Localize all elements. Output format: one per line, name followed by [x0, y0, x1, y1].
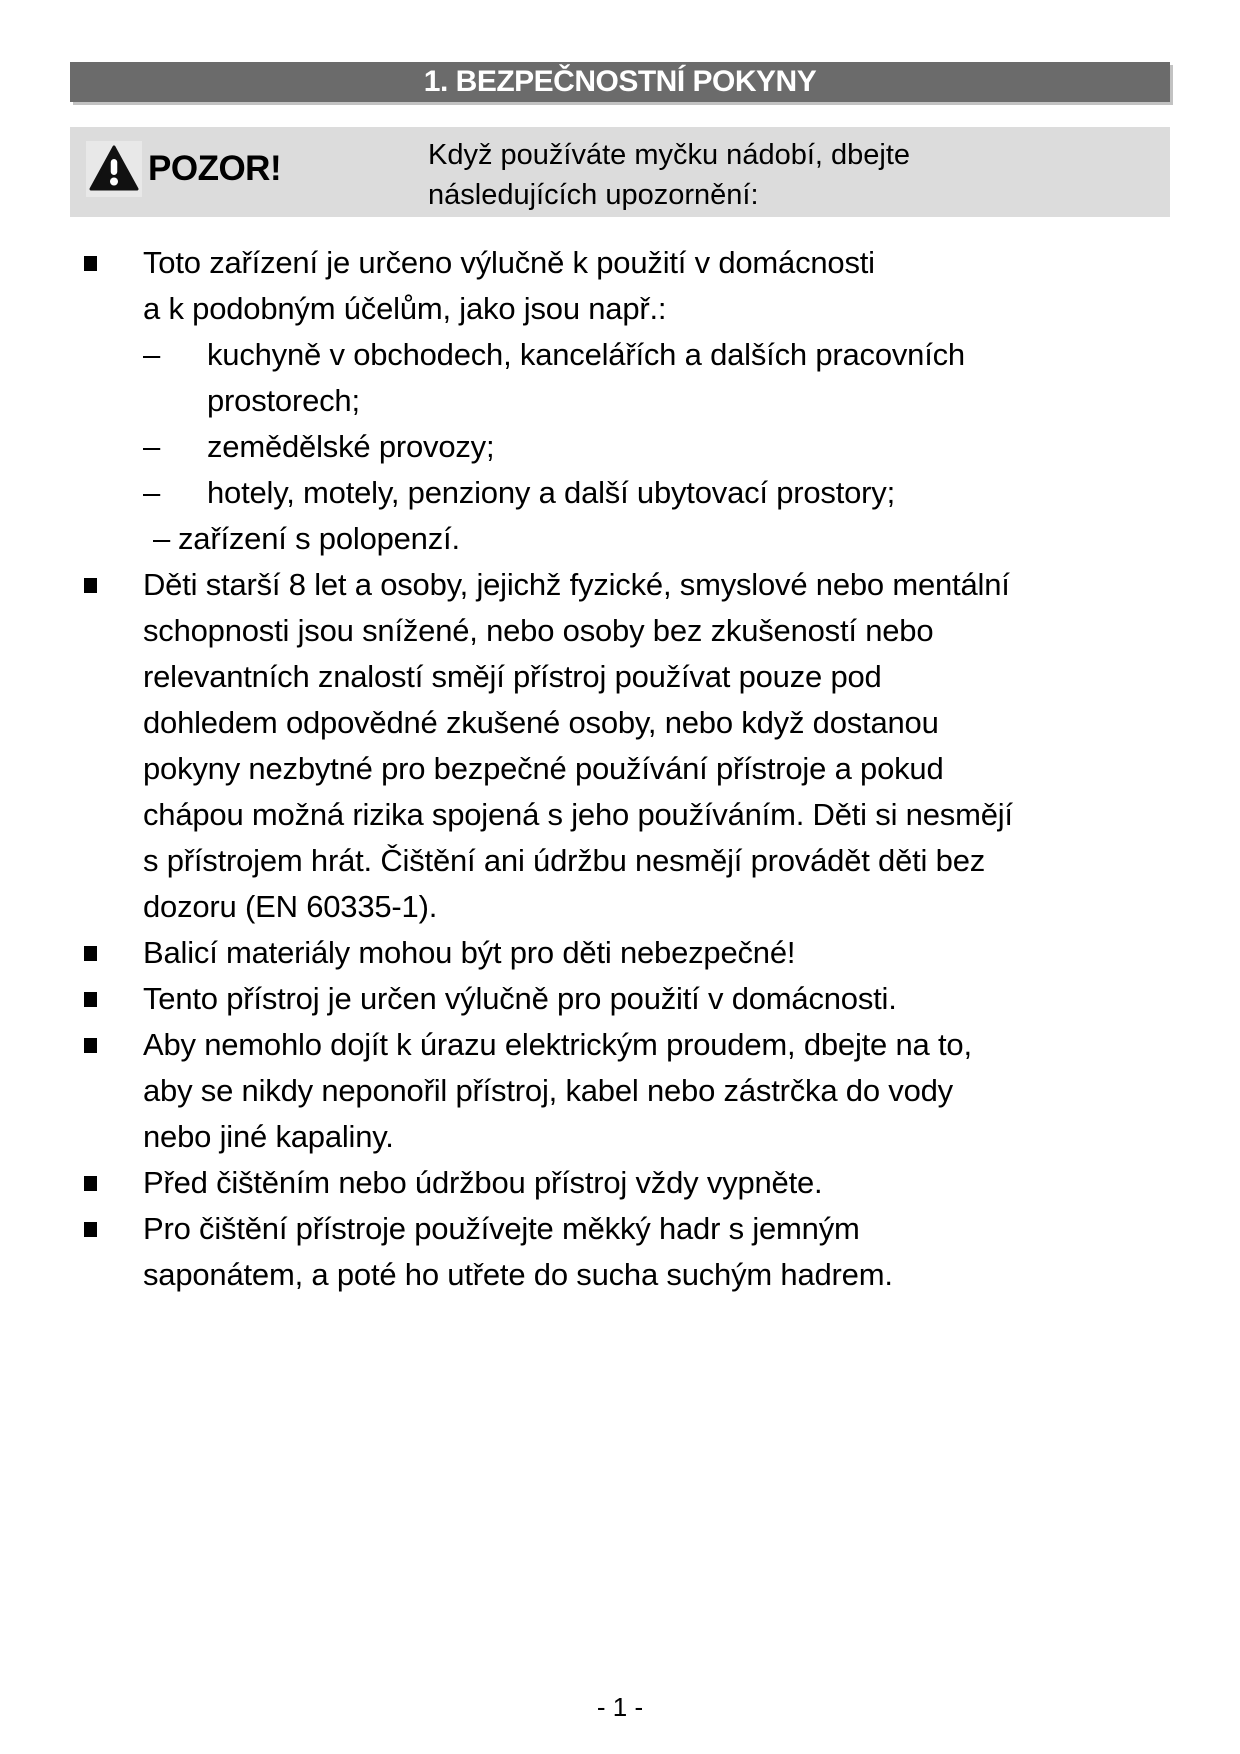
list-item-line: Pro čištění přístroje používejte měkký hadr s jemným: [143, 1211, 860, 1246]
warning-text-line: Když používáte myčku nádobí, dbejte: [428, 139, 911, 171]
list-item-line: nebo jiné kapaliny.: [143, 1119, 394, 1154]
list-item-line: saponátem, a poté ho utřete do sucha suchým hadrem.: [143, 1257, 893, 1292]
page-number: - 1 -: [596, 1692, 644, 1722]
warning-triangle-icon: [86, 141, 142, 197]
sub-list-item: [143, 332, 1160, 424]
dash-bullet-icon: –: [153, 521, 171, 556]
list-item-line: schopnosti jsou snížené, nebo osoby bez zkušeností nebo: [143, 613, 934, 648]
sub-list-item-line: zařízení s polopenzí.: [178, 521, 460, 556]
warning-label: POZOR!: [148, 149, 282, 188]
list-item-line: Aby nemohlo dojít k úrazu elektrickým proudem, dbejte na to,: [143, 1027, 972, 1062]
warning-box-left: [86, 141, 281, 197]
sub-list-item-text: [178, 516, 460, 562]
dash-bullet-icon: –: [143, 429, 161, 464]
square-bullet-icon: [84, 1038, 97, 1053]
sub-list-item: [143, 516, 1160, 562]
dash-bullet-icon: –: [143, 475, 161, 510]
list-item: [70, 240, 1160, 562]
list-item: [70, 562, 1160, 930]
warning-text: [428, 135, 910, 215]
sub-list-item: [143, 470, 1160, 516]
list-item-line: chápou možná rizika spojená s jeho používáním. Děti si nesmějí: [143, 797, 1013, 832]
square-bullet-icon: [84, 1222, 97, 1237]
list-item-line: s přístrojem hrát. Čištění ani údržbu nesmějí provádět děti bez: [143, 843, 986, 878]
sub-list-item-line: zemědělské provozy;: [207, 429, 495, 464]
square-bullet-icon: [84, 256, 97, 271]
dash-bullet-icon: –: [143, 337, 161, 372]
list-item-line: Tento přístroj je určen výlučně pro použití v domácnosti.: [143, 981, 897, 1016]
list-item-line: dozoru (EN 60335-1).: [143, 889, 438, 924]
list-item: [70, 930, 1160, 976]
sub-list-item-line: hotely, motely, penziony a další ubytovací prostory;: [207, 475, 896, 510]
sub-list-item-line: kuchyně v obchodech, kancelářích a dalších pracovních: [207, 337, 965, 372]
sub-list-item-text: [207, 332, 965, 424]
list-item: [70, 1160, 1160, 1206]
list-item-line: pokyny nezbytné pro bezpečné používání přístroje a pokud: [143, 751, 944, 786]
warning-text-line: následujících upozornění:: [428, 179, 759, 211]
list-item-line: Toto zařízení je určeno výlučně k použití v domácnosti: [143, 245, 875, 280]
square-bullet-icon: [84, 578, 97, 593]
square-bullet-icon: [84, 1176, 97, 1191]
safety-instructions-list: [70, 240, 1160, 1298]
sub-list-item-text: [207, 470, 895, 516]
list-item-line: aby se nikdy neponořil přístroj, kabel nebo zástrčka do vody: [143, 1073, 953, 1108]
list-item-line: Děti starší 8 let a osoby, jejichž fyzické, smyslové nebo mentální: [143, 567, 1010, 602]
warning-box: [70, 127, 1170, 217]
list-item-line: relevantních znalostí smějí přístroj používat pouze pod: [143, 659, 882, 694]
list-item: [70, 976, 1160, 1022]
list-item-line: Před čištěním nebo údržbou přístroj vždy vypněte.: [143, 1165, 823, 1200]
list-item: [70, 1206, 1160, 1298]
square-bullet-icon: [84, 992, 97, 1007]
square-bullet-icon: [84, 946, 97, 961]
sub-list-item-text: [207, 424, 494, 470]
sub-list-item-line: prostorech;: [207, 383, 360, 418]
sub-list-item: [143, 424, 1160, 470]
list-item-line: a k podobným účelům, jako jsou např.:: [143, 291, 667, 326]
list-item-line: Balicí materiály mohou být pro děti nebezpečné!: [143, 935, 796, 970]
section-title-bar: 1. BEZPEČNOSTNÍ POKYNY: [70, 62, 1170, 102]
list-item-line: dohledem odpovědné zkušené osoby, nebo když dostanou: [143, 705, 939, 740]
list-item: [70, 1022, 1160, 1160]
